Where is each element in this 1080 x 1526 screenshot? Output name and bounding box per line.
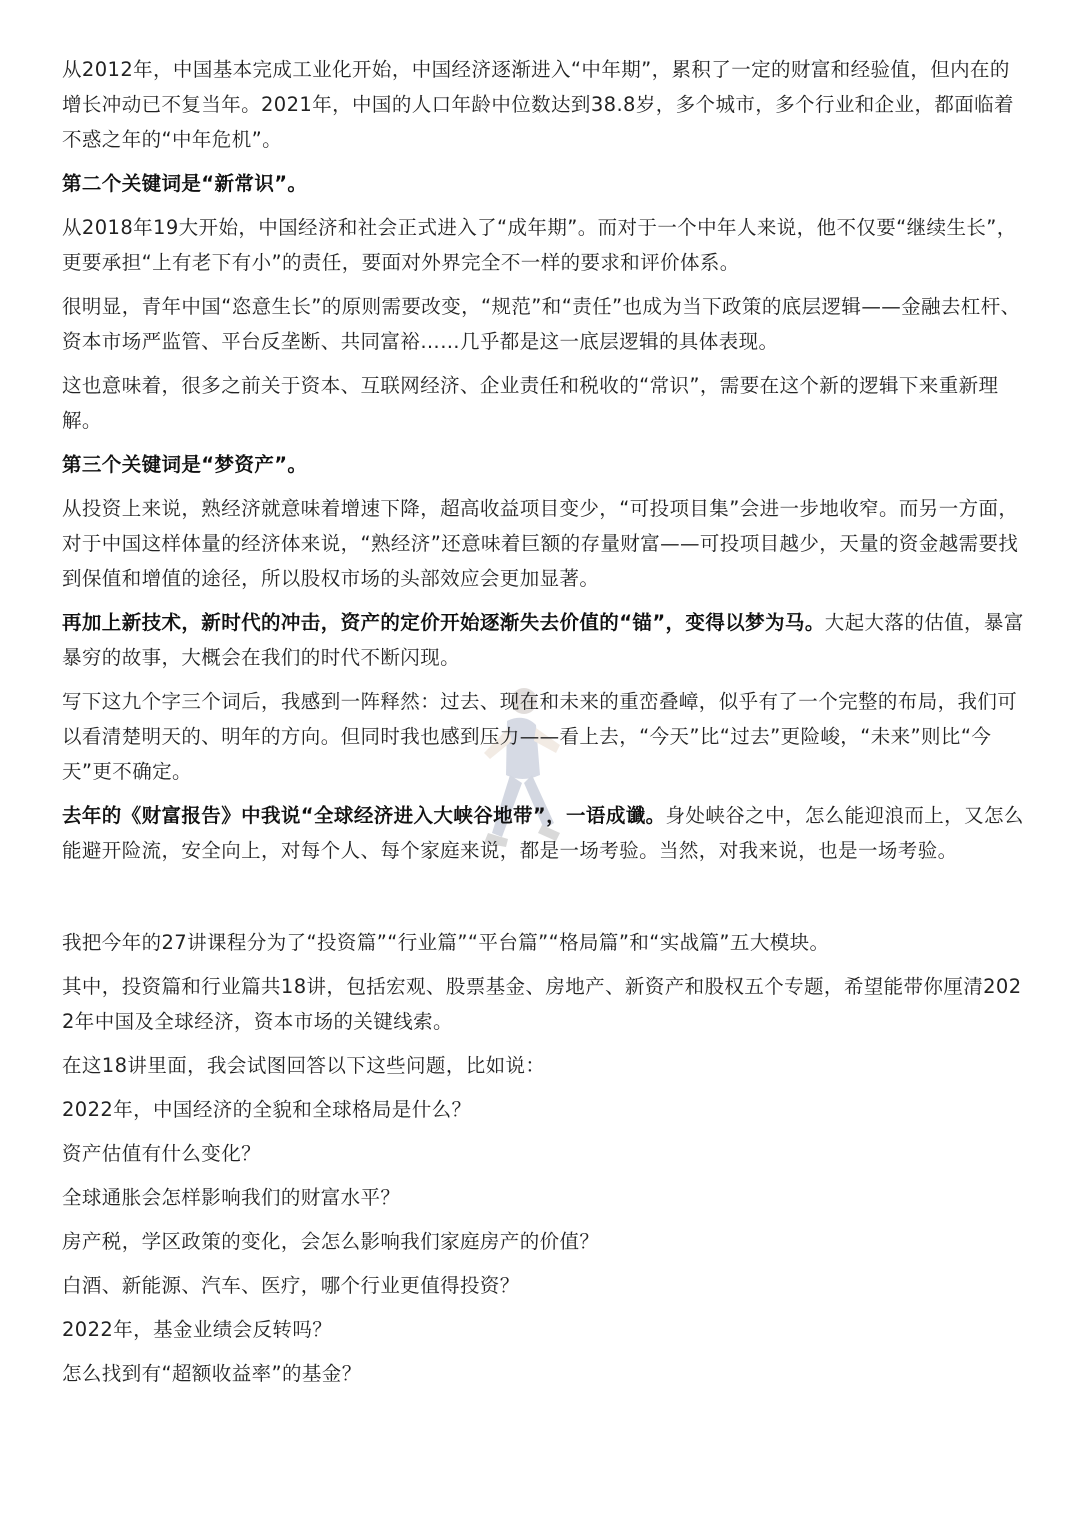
question-item: 房产税，学区政策的变化，会怎么影响我们家庭房产的价值？ (62, 1230, 600, 1253)
question-item: 全球通胀会怎样影响我们的财富水平？ (62, 1186, 401, 1209)
paragraph-asset-pricing (62, 605, 1024, 675)
canyon-bold-text: 去年的《财富报告》中我说“全球经济进入大峡谷地带”，一语成谶。 (62, 804, 666, 827)
paragraph-common-sense: 这也意味着，很多之前关于资本、互联网经济、企业责任和税收的“常识”，需要在这个新的逻辑下来重新理解。 (62, 374, 999, 432)
asset-pricing-rest-text: 大起大落的估值，暴富暴穷的故事，大概会在我们的时代不断闪现。 (62, 611, 1024, 669)
heading-keyword-three: 第三个关键词是“梦资产”。 (62, 453, 308, 476)
question-item: 怎么找到有“超额收益率”的基金？ (62, 1362, 362, 1385)
question-item: 白酒、新能源、汽车、医疗，哪个行业更值得投资？ (62, 1274, 520, 1297)
paragraph-course-modules: 我把今年的27讲课程分为了“投资篇”“行业篇”“平台篇”“格局篇”和“实战篇”五大模块。 (62, 931, 830, 954)
paragraph-middle-age: 从2012年，中国基本完成工业化开始，中国经济逐渐进入“中年期”，累积了一定的财富和经验值，但内在的增长冲动已不复当年。2021年，中国的人口年龄中位数达到38.8岁，多个城市，多个行业和企业，都面临着不惑之年的“中年危机”。 (62, 58, 1014, 151)
paragraph-reflection: 写下这九个字三个词后，我感到一阵释然：过去、现在和未来的重峦叠嶂，似乎有了一个完整的布局，我们可以看清楚明天的、明年的方向。但同时我也感到压力——看上去，“今天”比“过去”更险峻，“未来”则比“今天”更不确定。 (62, 690, 1018, 783)
question-item: 2022年，基金业绩会反转吗？ (62, 1318, 333, 1341)
canyon-rest-text: 身处峡谷之中，怎么能迎浪而上，又怎么能避开险流，安全向上，对每个人、每个家庭来说，都是一场考验。当然，对我来说，也是一场考验。 (62, 804, 1024, 862)
paragraph-canyon (62, 798, 1024, 868)
paragraph-questions-intro: 在这18讲里面，我会试图回答以下这些问题，比如说： (62, 1054, 546, 1077)
question-item: 资产估值有什么变化？ (62, 1142, 262, 1165)
question-item: 2022年，中国经济的全貌和全球格局是什么？ (62, 1098, 472, 1121)
paragraph-course-content: 其中，投资篇和行业篇共18讲，包括宏观、股票基金、房地产、新资产和股权五个专题，希望能带你厘清2022年中国及全球经济，资本市场的关键线索。 (62, 975, 1022, 1033)
heading-keyword-two: 第二个关键词是“新常识”。 (62, 172, 308, 195)
asset-pricing-bold-text: 再加上新技术，新时代的冲击，资产的定价开始逐渐失去价值的“锚”，变得以梦为马。 (62, 611, 825, 634)
paragraph-policy-logic: 很明显，青年中国“恣意生长”的原则需要改变，“规范”和“责任”也成为当下政策的底层逻辑——金融去杠杆、资本市场严监管、平台反垄断、共同富裕……几乎都是这一底层逻辑的具体表现。 (62, 295, 1021, 353)
paragraph-adult-period: 从2018年19大开始，中国经济和社会正式进入了“成年期”。而对于一个中年人来说，他不仅要“继续生长”，更要承担“上有老下有小”的责任，要面对外界完全不一样的要求和评价体系。 (62, 216, 1017, 274)
paragraph-investment: 从投资上来说，熟经济就意味着增速下降，超高收益项目变少，“可投项目集”会进一步地收窄。而另一方面，对于中国这样体量的经济体来说，“熟经济”还意味着巨额的存量财富——可投项目越少，天量的资金越需要找到保值和增值的途径，所以股权市场的头部效应会更加显著。 (62, 497, 1019, 590)
article-body (62, 52, 1024, 1391)
